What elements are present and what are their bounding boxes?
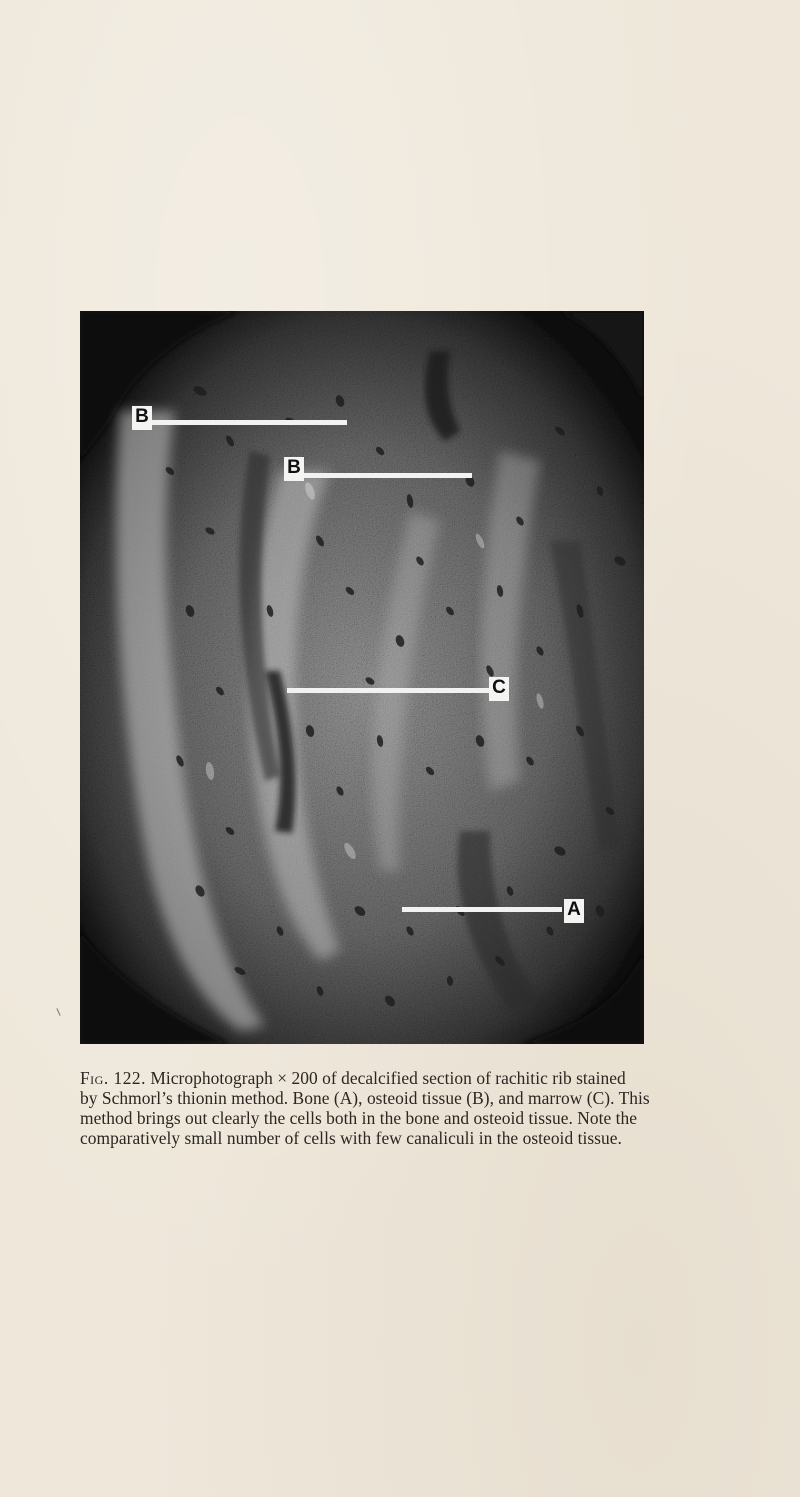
- caption-line-1-text: Microphotograph × 200 of decalcified section of rachitic rib stained: [145, 1068, 626, 1088]
- caption-line-3: method brings out clearly the cells both in the bone and osteoid tissue. Note the: [80, 1108, 638, 1128]
- leader-line-b-lower: [302, 473, 472, 478]
- figure-caption: [80, 1068, 710, 1148]
- label-b-lower: B: [284, 457, 304, 481]
- leader-line-a: [402, 907, 562, 912]
- margin-mark: [56, 1008, 60, 1016]
- label-a: A: [564, 899, 584, 923]
- figure-number: Fig. 122.: [80, 1068, 146, 1088]
- microphotograph-plate: [80, 311, 644, 1044]
- caption-line-2: by Schmorl’s thionin method. Bone (A), osteoid tissue (B), and marrow (C). This: [80, 1088, 650, 1108]
- leader-line-b-upper: [147, 420, 347, 425]
- caption-line-4: comparatively small number of cells with few canaliculi in the osteoid tissue.: [80, 1128, 622, 1148]
- caption-line-1: [80, 1068, 710, 1088]
- label-c: C: [489, 677, 509, 701]
- leader-line-c: [287, 688, 489, 693]
- label-b-upper: B: [132, 406, 152, 430]
